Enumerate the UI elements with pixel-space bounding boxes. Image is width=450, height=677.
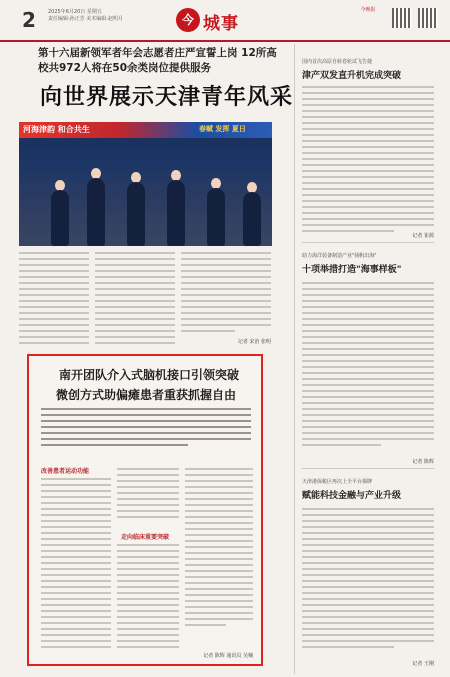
feature-title-2: 微创方式助偏瘫患者重获抓握自由 — [56, 388, 237, 402]
story3-credit: 记者 王刚 — [412, 661, 434, 667]
photo-banner-right: 春赋 发挥 夏日 — [199, 125, 246, 133]
body-column — [19, 252, 89, 348]
qr-code-icon — [418, 8, 438, 28]
story1-kicker: 国内首次高原自转卷轮试飞告捷 — [302, 59, 373, 65]
lead-photo — [19, 122, 272, 246]
date-block — [48, 9, 138, 23]
editor-line: 责任编辑:孙正芳 美术编辑:赵明月 — [48, 16, 123, 22]
story1-title: 津产双发直升机完成突破 — [302, 71, 402, 81]
volunteer-figure — [127, 182, 145, 246]
story2-kicker: 助力海洋装备制造产业"扬帆出海" — [302, 253, 377, 259]
story2-body — [302, 282, 434, 452]
feature-column — [117, 544, 179, 656]
body-column — [181, 252, 271, 348]
story3-body — [302, 508, 434, 658]
feature-box — [27, 354, 263, 666]
feature-credit: 记者 陈辉 通讯员 吴楠 — [203, 653, 253, 659]
volunteer-figure — [167, 180, 185, 246]
feature-subhead-1: 改善患者运动功能 — [41, 468, 90, 475]
feature-column — [41, 478, 111, 656]
top-line: 第十六届新领军者年会志愿者庄严宣誓上岗 12所高校共972人将在50余类岗位提供服务 — [38, 47, 277, 74]
feature-subhead-2: 走向临床重要突破 — [121, 534, 170, 541]
volunteer-figure — [87, 178, 105, 246]
main-headline: 向世界展示天津青年风采 — [40, 84, 294, 110]
column-divider — [294, 44, 295, 674]
feature-column — [117, 468, 179, 528]
story2-title: 十项举措打造"海事样板" — [302, 265, 402, 275]
section-title: 城事 — [203, 14, 239, 34]
story2-credit: 记者 陈辉 — [412, 459, 434, 465]
date-line: 2025年6月20日 星期五 — [48, 9, 102, 15]
body-column — [95, 252, 175, 348]
story-separator — [302, 242, 434, 243]
feature-title-1: 南开团队介入式脑机接口引领突破 — [59, 368, 240, 382]
lead-credit: 记者 宋治 张明 — [237, 339, 271, 345]
story3-kicker: 天津港保税区再次上全平台揭牌 — [302, 479, 373, 485]
qr-code-icon — [392, 8, 412, 28]
feature-column — [185, 468, 253, 646]
feature-lead — [41, 408, 251, 454]
volunteer-figure — [51, 190, 69, 246]
photo-banner-left: 河海津韵 和合共生 — [23, 125, 90, 134]
volunteer-figure — [243, 192, 261, 246]
story1-body — [302, 86, 434, 236]
volunteer-figure — [207, 188, 225, 246]
page-number: 2 — [22, 8, 36, 32]
story-separator — [302, 468, 434, 469]
brand-mark: 今晚报 — [360, 7, 376, 13]
section-logo-icon: 今 — [176, 8, 200, 32]
story1-credit: 记者 崔源 — [412, 233, 434, 239]
story3-title: 赋能科技金融与产业升级 — [302, 491, 402, 501]
